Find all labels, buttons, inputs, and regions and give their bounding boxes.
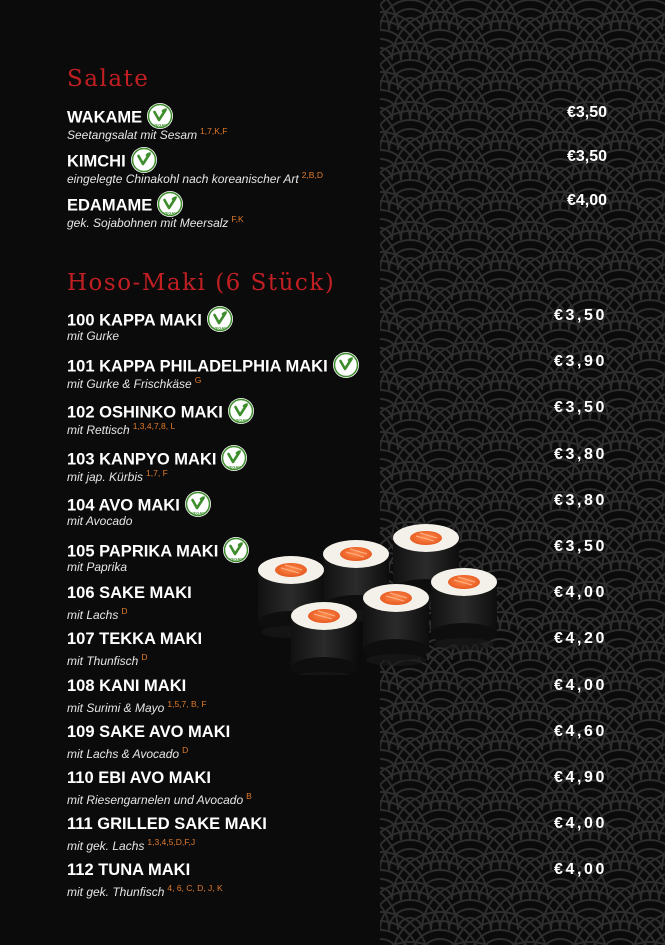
item-price: €3,80 bbox=[553, 445, 607, 463]
menu-item bbox=[67, 446, 607, 486]
item-description-text: mit Surimi & Mayo bbox=[67, 700, 165, 715]
item-price: €4,90 bbox=[553, 769, 607, 786]
item-name-text: KIMCHI bbox=[67, 152, 126, 171]
item-price: €4,00 bbox=[553, 676, 607, 694]
item-description bbox=[67, 837, 195, 853]
item-description bbox=[67, 560, 127, 574]
item-price: €3,80 bbox=[553, 491, 607, 509]
item-name-text: 106 SAKE MAKI bbox=[67, 584, 192, 603]
item-price: €3,50 bbox=[553, 307, 607, 324]
menu-item bbox=[67, 677, 607, 717]
menu-item bbox=[67, 353, 607, 393]
item-name bbox=[67, 677, 186, 696]
item-description-text: mit Thunfisch bbox=[67, 654, 139, 669]
allergen-codes: 1,7, F bbox=[146, 467, 168, 478]
item-description bbox=[67, 699, 207, 715]
item-name bbox=[67, 584, 192, 603]
allergen-codes: 1,3,4,5,D,F,J bbox=[147, 837, 196, 848]
item-description bbox=[67, 329, 119, 343]
item-name-text: 101 KAPPA PHILADELPHIA MAKI bbox=[67, 357, 328, 376]
item-name-text: EDAMAME bbox=[67, 196, 153, 215]
item-name-text: 100 KAPPA MAKI bbox=[67, 311, 202, 330]
item-price: €3,50 bbox=[553, 399, 607, 417]
item-description bbox=[67, 514, 132, 528]
item-name-text: 109 SAKE AVO MAKI bbox=[67, 722, 231, 741]
allergen-codes: 1,7,K,F bbox=[200, 126, 228, 136]
menu-item bbox=[67, 723, 607, 763]
item-name-text: 111 GRILLED SAKE MAKI bbox=[67, 815, 267, 834]
menu-item bbox=[67, 861, 607, 901]
item-description bbox=[67, 652, 148, 668]
item-name bbox=[67, 723, 230, 742]
menu-item bbox=[67, 148, 607, 188]
item-name-text: 107 TEKKA MAKI bbox=[67, 630, 203, 649]
svg-text:VEGAN: VEGAN bbox=[153, 122, 168, 128]
item-name-text: 105 PAPRIKA MAKI bbox=[67, 542, 219, 561]
section-title-salate: Salate bbox=[67, 66, 150, 92]
item-description bbox=[67, 126, 227, 142]
item-description bbox=[67, 606, 128, 622]
item-name-text: 102 OSHINKO MAKI bbox=[67, 403, 223, 422]
svg-text:VEGAN: VEGAN bbox=[190, 510, 205, 516]
item-description-text: mit Lachs bbox=[67, 608, 119, 623]
item-description bbox=[67, 170, 323, 186]
allergen-codes: 1,3,4,7,8, L bbox=[132, 421, 176, 432]
item-price: €3,50 bbox=[566, 148, 607, 165]
item-price: €4,00 bbox=[566, 192, 607, 209]
vegan-icon bbox=[206, 305, 234, 333]
item-description bbox=[67, 375, 201, 391]
menu-item bbox=[67, 815, 607, 855]
item-name-text: 108 KANI MAKI bbox=[67, 676, 187, 695]
item-description bbox=[67, 745, 188, 761]
item-description-text: mit Lachs & Avocado bbox=[67, 746, 180, 761]
item-description-text: Seetangsalat mit Sesam bbox=[67, 128, 198, 142]
vegan-icon bbox=[184, 490, 212, 518]
item-description-text: mit gek. Thunfisch bbox=[67, 885, 165, 900]
svg-text:VEGAN: VEGAN bbox=[227, 464, 242, 470]
item-description-text: eingelegte Chinakohl nach koreanischer Art bbox=[67, 172, 299, 186]
menu-item bbox=[67, 399, 607, 439]
item-name bbox=[67, 630, 202, 649]
item-price: €4,20 bbox=[553, 630, 607, 648]
allergen-codes: G bbox=[194, 375, 202, 386]
allergen-codes: D bbox=[141, 652, 148, 663]
vegetarian-icon bbox=[332, 351, 360, 379]
allergen-codes: 1,5,7, B, F bbox=[167, 698, 207, 709]
maki-roll bbox=[291, 602, 357, 675]
menu-item bbox=[67, 104, 607, 144]
menu-item bbox=[67, 307, 607, 347]
item-price: €4,00 bbox=[553, 584, 607, 602]
item-description bbox=[67, 421, 175, 437]
item-name bbox=[67, 861, 190, 880]
item-name-text: 112 TUNA MAKI bbox=[67, 861, 191, 880]
menu-item bbox=[67, 192, 607, 232]
section-title-hosomaki: Hoso-Maki (6 Stück) bbox=[67, 270, 336, 296]
item-description-text: mit Avocado bbox=[67, 513, 133, 528]
item-price: €4,00 bbox=[553, 815, 607, 833]
item-description-text: mit Gurke bbox=[67, 329, 120, 343]
item-name bbox=[67, 815, 267, 834]
maki-roll bbox=[431, 568, 497, 650]
item-description-text: gek. Sojabohnen mit Meersalz bbox=[67, 216, 229, 230]
item-description bbox=[67, 791, 252, 807]
svg-text:VEGAN: VEGAN bbox=[212, 325, 227, 331]
item-description-text: mit Paprika bbox=[67, 560, 128, 574]
item-description bbox=[67, 468, 168, 484]
allergen-codes: F,K bbox=[231, 214, 244, 224]
vegan-icon bbox=[220, 444, 248, 472]
allergen-codes: 2,B,D bbox=[301, 170, 323, 180]
allergen-codes: B bbox=[246, 791, 252, 801]
item-name-text: 103 KANPYO MAKI bbox=[67, 450, 217, 469]
item-description bbox=[67, 214, 244, 230]
item-description-text: mit Gurke & Frischkäse bbox=[67, 377, 192, 392]
item-description bbox=[67, 883, 223, 899]
vegan-icon bbox=[227, 397, 255, 425]
item-price: €4,60 bbox=[553, 722, 607, 740]
svg-text:VEGAN: VEGAN bbox=[229, 556, 244, 562]
item-description-text: mit Riesengarnelen und Avocado bbox=[67, 793, 244, 807]
maki-roll bbox=[363, 584, 429, 666]
svg-text:VEGAN: VEGAN bbox=[163, 210, 178, 216]
item-name-text: WAKAME bbox=[67, 108, 143, 127]
svg-text:VEGAN: VEGAN bbox=[233, 417, 248, 423]
item-price: €3,50 bbox=[553, 538, 607, 555]
allergen-codes: D bbox=[182, 744, 189, 755]
allergen-codes: 4, 6, C, D, J, K bbox=[167, 883, 223, 894]
sushi-photo bbox=[246, 510, 506, 675]
item-description-text: mit gek. Lachs bbox=[67, 839, 145, 854]
menu-item bbox=[67, 769, 607, 809]
item-name-text: 104 AVO MAKI bbox=[67, 496, 180, 515]
allergen-codes: D bbox=[121, 606, 128, 617]
item-description-text: mit Rettisch bbox=[67, 423, 130, 438]
item-price: €4,00 bbox=[553, 861, 607, 879]
item-name bbox=[67, 769, 211, 788]
item-description-text: mit jap. Kürbis bbox=[67, 469, 144, 484]
item-price: €3,90 bbox=[553, 353, 607, 371]
item-price: €3,50 bbox=[566, 104, 607, 121]
item-name-text: 110 EBI AVO MAKI bbox=[67, 769, 211, 788]
